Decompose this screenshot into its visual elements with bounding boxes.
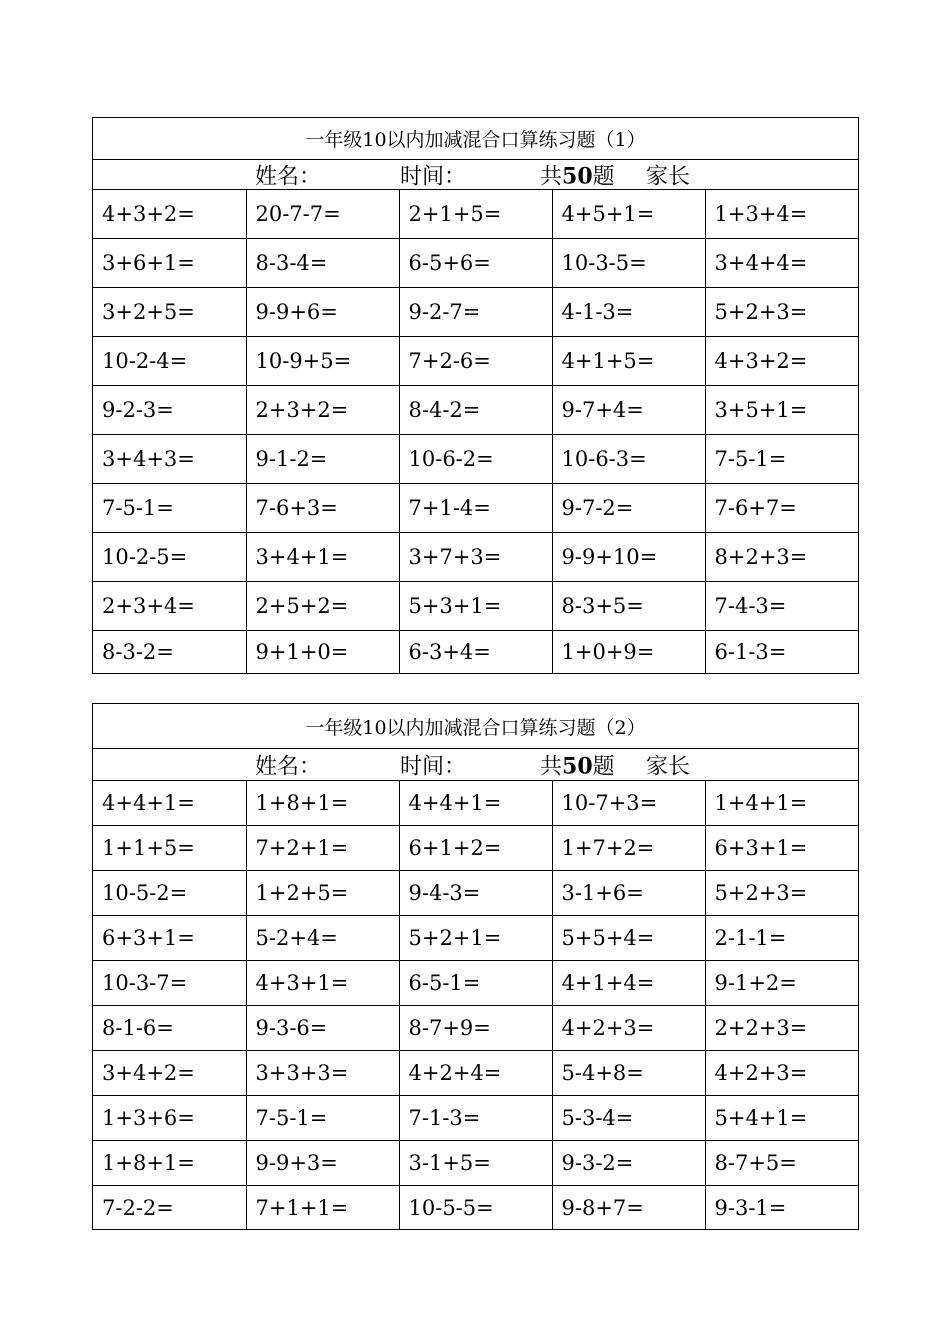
problem-row bbox=[93, 386, 858, 435]
problem-row bbox=[93, 961, 858, 1006]
problem-cell: 10-9+5= bbox=[246, 337, 399, 386]
problem-cell: 10-6-3= bbox=[552, 435, 705, 484]
problem-cell: 6-3+4= bbox=[399, 631, 552, 674]
problem-cell: 9-3-1= bbox=[714, 1195, 787, 1220]
problem-cell: 5-2+4= bbox=[246, 916, 399, 961]
problem-cell: 10-7+3= bbox=[552, 781, 705, 826]
problem-cell: 7+2+1= bbox=[246, 826, 399, 871]
problem-cell: 9-1+2= bbox=[705, 961, 858, 1006]
problem-cell: 8-3-2= bbox=[93, 631, 246, 674]
problem-cell: 7-1-3= bbox=[399, 1096, 552, 1141]
problem-row bbox=[93, 916, 858, 961]
problem-cell: 9-4-3= bbox=[399, 871, 552, 916]
problem-row bbox=[93, 190, 858, 239]
problem-cell: 5+2+3= bbox=[705, 871, 858, 916]
problem-cell: 2+3+4= bbox=[93, 582, 246, 631]
problem-cell: 4+3+2= bbox=[705, 337, 858, 386]
problem-cell: 3-1+6= bbox=[552, 871, 705, 916]
problem-cell: 8-1-6= bbox=[93, 1006, 246, 1051]
problem-cell: 10-3-5= bbox=[552, 239, 705, 288]
problem-cell: 5+5+4= bbox=[552, 916, 705, 961]
problem-cell: 3+4+3= bbox=[93, 435, 246, 484]
problem-cell: 9-1-2= bbox=[246, 435, 399, 484]
problem-cell: 8-4-2= bbox=[399, 386, 552, 435]
count-prefix: 共 bbox=[540, 164, 563, 189]
problem-cell: 1+2+5= bbox=[246, 871, 399, 916]
problem-cell: 4+1+5= bbox=[552, 337, 705, 386]
problem-row bbox=[93, 1051, 858, 1096]
problem-cell: 9-3-6= bbox=[246, 1006, 399, 1051]
problem-cell: 1+4+1= bbox=[705, 781, 858, 826]
problem-cell: 7-6+3= bbox=[246, 484, 399, 533]
count-suffix: 题 bbox=[592, 754, 615, 779]
problem-row bbox=[93, 1096, 858, 1141]
problem-cell: 5+4+1= bbox=[705, 1096, 858, 1141]
problem-cell: 1+8+1= bbox=[246, 781, 399, 826]
problem-row bbox=[93, 781, 858, 826]
problem-cell: 5-4+8= bbox=[552, 1051, 705, 1096]
problem-cell: 3+3+3= bbox=[246, 1051, 399, 1096]
name-label: 姓名： bbox=[255, 164, 322, 189]
question-count bbox=[540, 159, 615, 190]
problem-cell: 10-5-2= bbox=[93, 871, 246, 916]
problem-row bbox=[93, 582, 858, 631]
problem-cell: 10-6-2= bbox=[399, 435, 552, 484]
problem-row bbox=[93, 871, 858, 916]
problem-row bbox=[93, 1006, 858, 1051]
problem-cell: 3+5+1= bbox=[705, 386, 858, 435]
problem-cell: 4+5+1= bbox=[552, 190, 705, 239]
count-number: 50 bbox=[562, 753, 593, 779]
problem-row bbox=[93, 337, 858, 386]
problem-cell: 7+2-6= bbox=[399, 337, 552, 386]
problem-row bbox=[93, 1141, 858, 1186]
problem-cell: 4+4+1= bbox=[93, 781, 246, 826]
problem-cell: 10-5-5= bbox=[399, 1186, 552, 1230]
problem-row bbox=[93, 631, 858, 674]
parent-label: 家长 bbox=[646, 164, 691, 189]
problem-cell: 3+7+3= bbox=[399, 533, 552, 582]
count-suffix: 题 bbox=[592, 164, 615, 189]
problem-grid bbox=[93, 190, 858, 673]
problem-row bbox=[93, 1186, 858, 1230]
problem-row bbox=[93, 239, 858, 288]
problem-cell: 9+1+0= bbox=[246, 631, 399, 674]
count-prefix: 共 bbox=[540, 754, 563, 779]
problem-cell: 9-3-2= bbox=[552, 1141, 705, 1186]
problem-cell: 7-5-1= bbox=[705, 435, 858, 484]
problem-row bbox=[93, 288, 858, 337]
problem-cell: 7-5-1= bbox=[93, 484, 246, 533]
problem-cell: 7+1-4= bbox=[399, 484, 552, 533]
problem-cell: 6-1-3= bbox=[714, 640, 787, 664]
problem-cell: 9-9+6= bbox=[246, 288, 399, 337]
problem-cell: 2-1-1= bbox=[705, 916, 858, 961]
problem-cell: 9-7+4= bbox=[552, 386, 705, 435]
problem-cell: 10-2-4= bbox=[93, 337, 246, 386]
count-number: 50 bbox=[562, 163, 593, 189]
info-row bbox=[93, 160, 858, 190]
problem-cell: 4+1+4= bbox=[552, 961, 705, 1006]
problem-cell: 20-7-7= bbox=[246, 190, 399, 239]
worksheet-title: 一年级10以内加减混合口算练习题（2） bbox=[93, 704, 858, 749]
problem-cell: 8-7+9= bbox=[399, 1006, 552, 1051]
problem-cell: 8+2+3= bbox=[705, 533, 858, 582]
problem-row bbox=[93, 533, 858, 582]
problem-cell: 2+3+2= bbox=[246, 386, 399, 435]
time-label: 时间： bbox=[400, 164, 467, 189]
problem-cell: 7-5-1= bbox=[246, 1096, 399, 1141]
problem-cell: 9-2-7= bbox=[399, 288, 552, 337]
problem-cell: 7+1+1= bbox=[246, 1186, 399, 1230]
problem-cell: 4+3+1= bbox=[246, 961, 399, 1006]
question-count bbox=[540, 749, 615, 780]
problem-cell: 3-1+5= bbox=[399, 1141, 552, 1186]
problem-cell: 4+2+3= bbox=[552, 1006, 705, 1051]
problem-cell: 8-3+5= bbox=[552, 582, 705, 631]
time-label: 时间： bbox=[400, 754, 467, 779]
problem-cell: 9-8+7= bbox=[552, 1186, 705, 1230]
problem-cell: 2+5+2= bbox=[246, 582, 399, 631]
problem-cell: 3+4+4= bbox=[705, 239, 858, 288]
problem-cell: 8-7+5= bbox=[705, 1141, 858, 1186]
problem-cell: 10-3-7= bbox=[93, 961, 246, 1006]
worksheet-title: 一年级10以内加减混合口算练习题（1） bbox=[93, 118, 858, 160]
problem-cell: 5-3-4= bbox=[552, 1096, 705, 1141]
problem-cell: 9-2-3= bbox=[93, 386, 246, 435]
problem-cell: 4-1-3= bbox=[552, 288, 705, 337]
problem-cell: 1+3+4= bbox=[705, 190, 858, 239]
problem-cell: 4+2+3= bbox=[705, 1051, 858, 1096]
problem-cell: 6+3+1= bbox=[705, 826, 858, 871]
problem-row bbox=[93, 435, 858, 484]
problem-cell: 3+4+2= bbox=[93, 1051, 246, 1096]
problem-cell: 6-5-1= bbox=[399, 961, 552, 1006]
problem-cell: 9-9+10= bbox=[552, 533, 705, 582]
problem-cell: 9-7-2= bbox=[552, 484, 705, 533]
problem-cell: 3+4+1= bbox=[246, 533, 399, 582]
problem-cell: 5+3+1= bbox=[399, 582, 552, 631]
name-label: 姓名： bbox=[255, 754, 322, 779]
problem-cell: 2+1+5= bbox=[399, 190, 552, 239]
problem-cell: 1+3+6= bbox=[93, 1096, 246, 1141]
problem-cell: 5+2+1= bbox=[399, 916, 552, 961]
problem-cell: 6-5+6= bbox=[399, 239, 552, 288]
problem-cell: 7-6+7= bbox=[705, 484, 858, 533]
problem-cell: 1+0+9= bbox=[552, 631, 705, 674]
problem-row bbox=[93, 484, 858, 533]
problem-cell: 4+3+2= bbox=[93, 190, 246, 239]
problem-cell: 6+1+2= bbox=[399, 826, 552, 871]
problem-cell: 10-2-5= bbox=[93, 533, 246, 582]
problem-cell: 7-4-3= bbox=[705, 582, 858, 631]
parent-label: 家长 bbox=[646, 754, 691, 779]
problem-cell: 7-2-2= bbox=[93, 1186, 246, 1230]
worksheet-2 bbox=[92, 703, 859, 1230]
problem-grid bbox=[93, 781, 858, 1229]
worksheet-1 bbox=[92, 117, 859, 674]
info-row bbox=[93, 749, 858, 781]
problem-cell: 6+3+1= bbox=[93, 916, 246, 961]
problem-cell: 4+2+4= bbox=[399, 1051, 552, 1096]
problem-cell: 2+2+3= bbox=[705, 1006, 858, 1051]
problem-cell: 4+4+1= bbox=[399, 781, 552, 826]
problem-cell: 9-9+3= bbox=[246, 1141, 399, 1186]
problem-cell: 5+2+3= bbox=[705, 288, 858, 337]
problem-cell: 3+6+1= bbox=[93, 239, 246, 288]
problem-cell: 1+7+2= bbox=[552, 826, 705, 871]
problem-row bbox=[93, 826, 858, 871]
problem-cell: 1+8+1= bbox=[93, 1141, 246, 1186]
problem-cell: 8-3-4= bbox=[246, 239, 399, 288]
problem-cell: 1+1+5= bbox=[93, 826, 246, 871]
problem-cell: 3+2+5= bbox=[93, 288, 246, 337]
